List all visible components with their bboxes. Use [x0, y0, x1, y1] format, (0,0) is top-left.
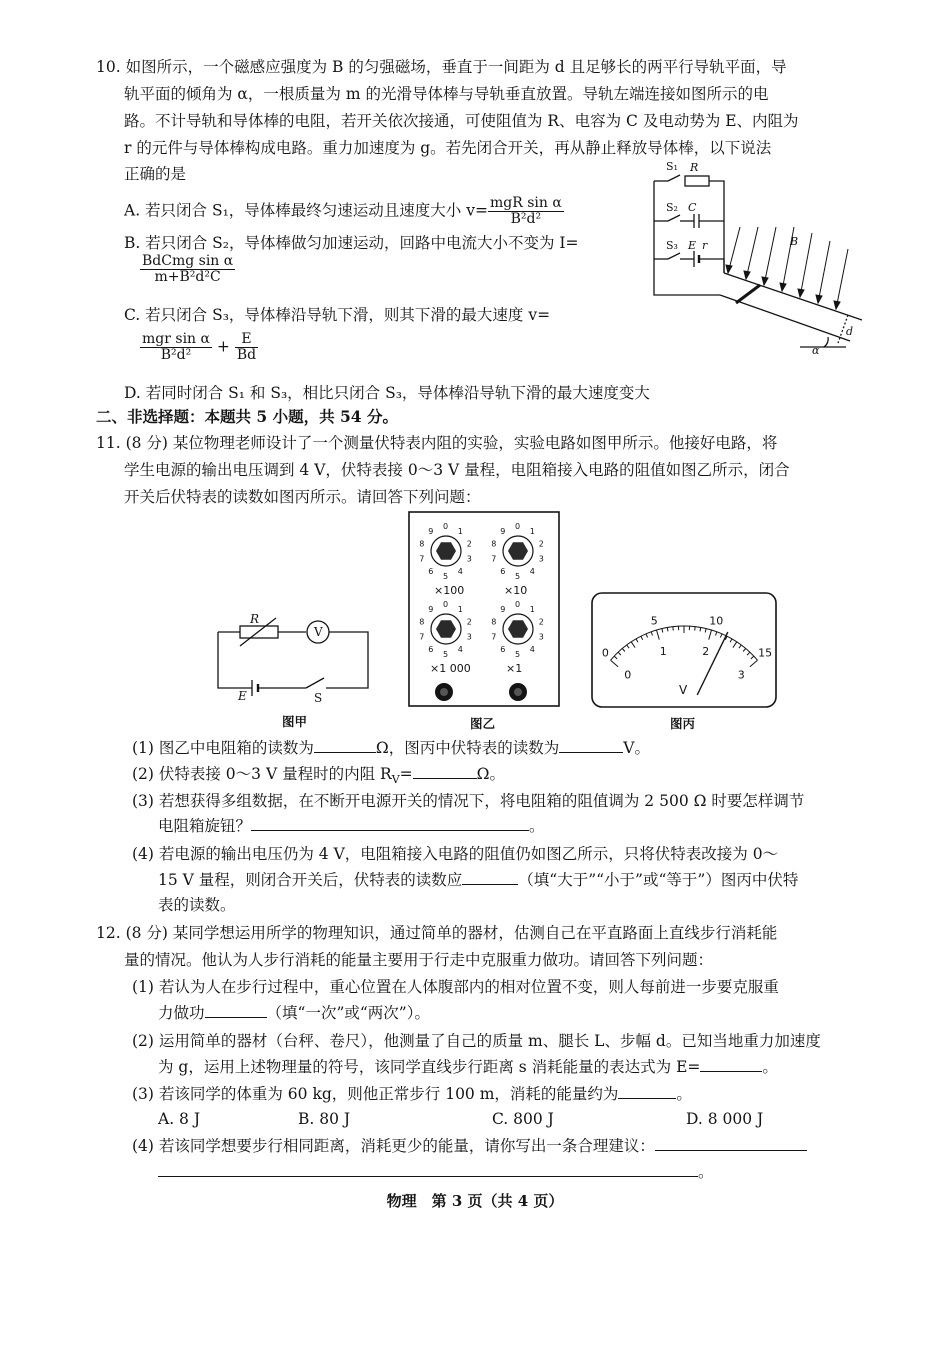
q12-part2-line1: (2) 运用简单的器材（台秤、卷尺），他测量了自己的质量 m、腿长 L、步幅 d。已知当地重力加速度: [132, 1032, 821, 1050]
dial-digit: 8: [419, 617, 425, 627]
q12-part4-period: 。: [698, 1163, 714, 1181]
q11-line3: 开关后伏特表的读数如图丙所示。请回答下列问题：: [124, 488, 481, 506]
q10-line5: 正确的是: [124, 165, 187, 183]
q10-option-c-fraction: [140, 332, 258, 363]
caption-jia: 图甲: [282, 714, 308, 729]
q12-part3: [132, 1083, 692, 1105]
q12-part4-line1: [132, 1135, 807, 1157]
dial-digit: 2: [466, 539, 472, 549]
resistor-r: [685, 176, 709, 186]
dial-digit: 8: [491, 539, 497, 549]
label-alpha: α: [812, 344, 820, 355]
option-b-fraction: [140, 254, 235, 285]
q12-part1-text-c: （填“一次”或“两次”）。: [266, 1004, 430, 1022]
dial-digit: 1: [457, 526, 463, 536]
meter-label-top: 10: [709, 614, 724, 628]
dial-digit: 6: [428, 567, 434, 577]
q12-part3-period: 。: [676, 1085, 692, 1103]
dial-digit: 1: [457, 604, 463, 614]
dial-digit: 3: [538, 554, 544, 564]
q11-part2-text-a: (2) 伏特表接 0～3 V 量程时的内阻 R: [132, 765, 392, 783]
fraction-numerator: mgR sin α: [489, 195, 562, 211]
q10-option-b-fraction: [140, 254, 235, 285]
q11-part4-text-c: （填“大于”“小于”或“等于”）图丙中伏特: [518, 871, 799, 889]
fraction-denominator: Bd: [236, 347, 257, 363]
label-b: B: [790, 235, 799, 248]
dial-digit: 7: [491, 632, 497, 642]
answer-blank[interactable]: [655, 1136, 807, 1151]
answer-blank[interactable]: [462, 870, 518, 885]
plus-sign: +: [216, 337, 230, 356]
meter-label-bottom: 1: [659, 645, 667, 659]
label-r: R: [690, 161, 699, 174]
q10-line4: r 的元件与导体棒构成电路。重力加速度为 g。若先闭合开关，再从静止释放导体棒，以下说法: [124, 139, 772, 157]
q11-part3-line2: [158, 815, 545, 837]
answer-blank[interactable]: [618, 1084, 676, 1099]
circuit-diagram-jia: [210, 612, 380, 704]
dial-digit: 9: [428, 604, 434, 614]
dial-digit: 3: [538, 632, 544, 642]
q11-part3-text-b: 电阻箱旋钮？: [158, 817, 252, 835]
q11-part2-text-c: Ω。: [476, 765, 505, 783]
field-arrowhead: [762, 277, 768, 285]
q11-part1: [132, 737, 650, 759]
dial-digit: 1: [529, 604, 535, 614]
field-line: [818, 241, 830, 303]
meter-label-top: 5: [650, 614, 658, 628]
field-line: [836, 249, 848, 309]
dial-digit: 9: [428, 526, 434, 536]
dial-digit: 1: [529, 526, 535, 536]
q12-part4-text-a: (4) 若该同学想要步行相同距离，消耗更少的能量，请你写出一条合理建议：: [132, 1137, 655, 1155]
meter-label-bottom: 2: [702, 645, 710, 659]
field-line: [764, 227, 776, 285]
field-arrowhead: [798, 289, 804, 297]
q12-part2-line2: [158, 1056, 778, 1078]
q12-option-d: D. 8 000 J: [686, 1110, 764, 1128]
label-s3: S₃: [666, 239, 678, 252]
q11-part1-text-c: V。: [623, 739, 650, 757]
dial-digit: 8: [419, 539, 425, 549]
dial-digit: 2: [538, 539, 544, 549]
jia-label-v: V: [314, 625, 323, 639]
fraction-numerator: mgr sin α: [142, 331, 210, 347]
dial-digit: 2: [466, 617, 472, 627]
dial-digit: 7: [419, 632, 425, 642]
q11-part1-text-b: Ω，图丙中伏特表的读数为: [375, 739, 560, 757]
answer-blank[interactable]: [413, 764, 477, 779]
fraction-numerator: BdCmg sin α: [142, 253, 234, 269]
q12-part4-line2: [158, 1161, 714, 1183]
answer-blank[interactable]: [314, 738, 376, 753]
jia-label-r: R: [250, 612, 260, 626]
q11-part1-text-a: (1) 图乙中电阻箱的读数为: [132, 739, 314, 757]
q11-part3-line1: (3) 若想获得多组数据，在不断开电源开关的情况下，将电阻箱的阻值调为 2 500 Ω 时要怎样调节: [132, 792, 805, 810]
answer-blank[interactable]: [251, 816, 529, 831]
dial-multiplier-1000: ×1 000: [430, 662, 471, 675]
dial-digit: 3: [466, 632, 472, 642]
field-arrowhead: [780, 283, 786, 291]
dial-digit: 5: [443, 572, 449, 581]
answer-blank[interactable]: [158, 1162, 698, 1177]
jia-right-wire: [326, 632, 368, 688]
meter-label-top: 0: [601, 646, 609, 660]
answer-blank[interactable]: [205, 1003, 267, 1018]
dial-digit: 7: [419, 554, 425, 564]
jia-label-s: S: [314, 691, 323, 704]
field-arrowhead: [816, 295, 822, 303]
dial-digit: 4: [529, 567, 535, 577]
switch-s2: [668, 215, 680, 221]
meter-tick: [700, 628, 701, 632]
field-arrowhead: [834, 301, 840, 309]
fraction-denominator: B²d²: [160, 347, 192, 363]
dial-digit: 5: [443, 650, 449, 659]
dial-multiplier-100: ×100: [434, 584, 465, 597]
jia-label-e: E: [238, 689, 247, 703]
dial-digit: 7: [491, 554, 497, 564]
q12-line1: 12. (8 分) 某同学想运用所学的物理知识，通过简单的器材，估测自己在平直路面上直线步行消耗能: [96, 924, 778, 942]
subscript-v: V: [391, 773, 400, 787]
dial-digit: 4: [457, 645, 463, 655]
label-r-internal: r: [702, 239, 708, 252]
label-e: E: [688, 239, 697, 252]
caption-bing: 图丙: [670, 716, 696, 731]
field-arrowhead: [726, 265, 732, 273]
q10-option-a: [124, 196, 564, 227]
dial-digit: 0: [515, 522, 521, 531]
caption-yi: 图乙: [470, 716, 496, 731]
q12-part1-line1: (1) 若认为人在步行过程中，重心位置在人体腹部内的相对位置不变，则人每前进一步要克服重: [132, 978, 779, 996]
terminal-left-center: [440, 688, 448, 696]
resistance-box-yi: [408, 511, 560, 707]
angle-arc: [824, 337, 828, 347]
q11-part4-text-b: 15 V 量程，则闭合开关后，伏特表的读数应: [158, 871, 463, 889]
dial-digit: 8: [491, 617, 497, 627]
switch-s3: [668, 253, 680, 259]
q11-part4-line3: 表的读数。: [158, 896, 236, 914]
voltmeter-bing: [591, 592, 777, 708]
switch-s1: [668, 175, 680, 181]
meter-label-bottom: 0: [624, 668, 632, 682]
dial-digit: 5: [515, 650, 521, 659]
dial-digit: 6: [500, 645, 506, 655]
meter-label-bottom: 3: [737, 668, 745, 682]
dial-digit: 9: [500, 526, 506, 536]
switch-s: [306, 678, 324, 688]
q11-part2: [132, 763, 505, 791]
option-c-fraction-1: [140, 332, 212, 363]
dial-digit: 9: [500, 604, 506, 614]
q11-part2-equals: =: [399, 765, 413, 783]
fraction-numerator: E: [235, 332, 258, 348]
dial-digit: 2: [538, 617, 544, 627]
q12-option-b: B. 80 J: [298, 1110, 351, 1128]
dial-digit: 0: [443, 522, 449, 531]
section-heading: 二、非选择题：本题共 5 小题，共 54 分。: [96, 407, 398, 426]
dial-digit: 4: [529, 645, 535, 655]
q12-line2: 量的情况。他认为人步行消耗的能量主要用于行走中克服重力做功。请回答下列问题：: [124, 951, 714, 969]
field-line: [800, 233, 812, 297]
q12-part1-text-b: 力做功: [158, 1004, 205, 1022]
q12-option-a: A. 8 J: [158, 1110, 201, 1128]
q11-part4-line1: (4) 若电源的输出电压仍为 4 V，电阻箱接入电路的阻值仍如图乙所示，只将伏特表改接为 0～: [132, 845, 779, 863]
q11-part4-line2: [158, 869, 798, 891]
label-c: C: [688, 201, 697, 214]
q10-line1: 10. 如图所示，一个磁感应强度为 B 的匀强磁场，垂直于一间距为 d 且足够长的两平行导轨平面，导: [96, 58, 787, 76]
q10-option-b: B. 若只闭合 S₂，导体棒做匀加速运动，回路中电流大小不变为 I=: [124, 234, 579, 252]
q12-part2-text-b: 为 g，运用上述物理量的符号，该同学直线步行距离 s 消耗能量的表达式为 E=: [158, 1058, 701, 1076]
meter-unit-label: V: [679, 683, 688, 697]
dial-digit: 3: [466, 554, 472, 564]
fraction-denominator: B²d²: [510, 211, 542, 227]
label-s1: S₁: [666, 160, 678, 173]
option-c-fraction-2: [235, 332, 258, 363]
terminal-right-center: [514, 688, 522, 696]
q10-option-d: D. 若同时闭合 S₁ 和 S₃，相比只闭合 S₃，导体棒沿导轨下滑的最大速度变大: [124, 384, 650, 402]
q10-option-c: C. 若只闭合 S₃，导体棒沿导轨下滑，则其下滑的最大速度 v=: [124, 306, 551, 324]
dial-digit: 0: [443, 600, 449, 609]
fraction-denominator: m+B²d²C: [154, 269, 221, 285]
option-a-fraction: [488, 196, 564, 227]
rail-circuit-figure: [640, 155, 870, 355]
q12-option-c: C. 800 J: [492, 1110, 554, 1128]
q11-line1: 11. (8 分) 某位物理老师设计了一个测量伏特表内阻的实验，实验电路如图甲所示。他接好电路，将: [96, 434, 778, 452]
q12-part1-line2: [158, 1002, 430, 1024]
label-d: d: [846, 325, 854, 338]
dial-digit: 0: [515, 600, 521, 609]
q11-part3-period: 。: [529, 817, 545, 835]
conductor-rod: [736, 285, 760, 303]
label-s2: S₂: [666, 201, 678, 214]
q10-line3: 路。不计导轨和导体棒的电阻，若开关依次接通，可使阻值为 R、电容为 C 及电动势为 E、内阻为: [124, 112, 799, 130]
q11-line2: 学生电源的输出电压调到 4 V，伏特表接 0～3 V 量程，电阻箱接入电路的阻值如图乙所示，闭合: [124, 461, 790, 479]
circuit-left-wire: [654, 181, 720, 295]
q10-line2: 轨平面的倾角为 α，一根质量为 m 的光滑导体棒与导轨垂直放置。导轨左端连接如图所示的电: [124, 85, 769, 103]
meter-tick: [667, 628, 668, 632]
answer-blank[interactable]: [700, 1057, 762, 1072]
dial-digit: 5: [515, 572, 521, 581]
q12-part3-text-a: (3) 若该同学的体重为 60 kg，则他正常步行 100 m，消耗的能量约为: [132, 1085, 619, 1103]
dial-digit: 4: [457, 567, 463, 577]
dial-multiplier-10: ×10: [504, 584, 528, 597]
q12-part2-period: 。: [762, 1058, 778, 1076]
answer-blank[interactable]: [559, 738, 623, 753]
meter-label-top: 15: [758, 646, 773, 660]
dial-digit: 6: [500, 567, 506, 577]
dial-multiplier-1: ×1: [506, 662, 523, 675]
option-a-text: A. 若只闭合 S₁，导体棒最终匀速运动且速度大小 v=: [124, 201, 488, 220]
dial-digit: 6: [428, 645, 434, 655]
field-arrowhead: [744, 271, 750, 279]
page-footer: 物理 第 3 页（共 4 页）: [386, 1192, 564, 1210]
